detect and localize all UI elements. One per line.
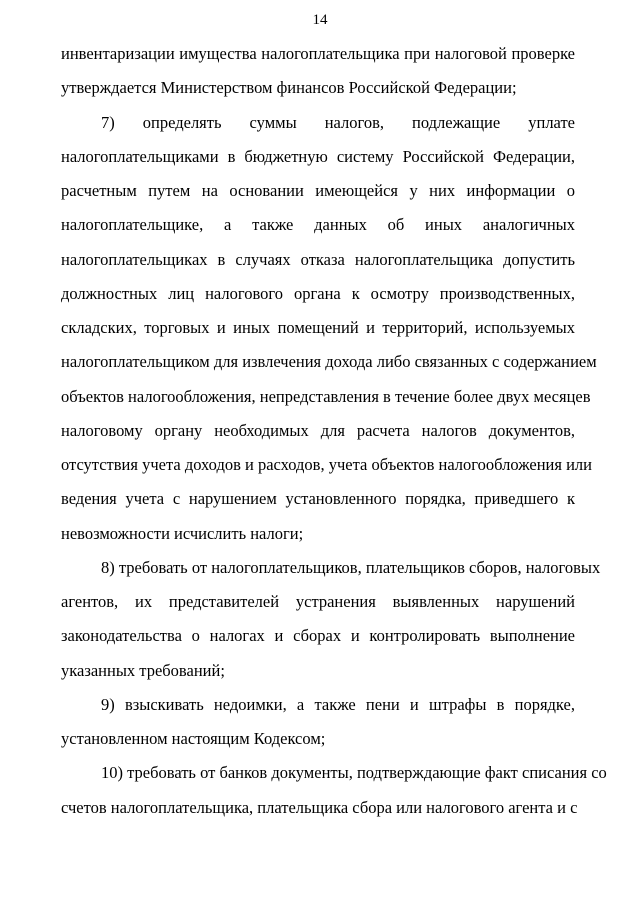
- text-line: 10) требовать от банков документы, подтверждающие факт списания со: [101, 763, 607, 783]
- text-line: инвентаризации имущества налогоплательщика при налоговой проверке: [61, 44, 575, 63]
- text-line: отсутствия учета доходов и расходов, учета объектов налогообложения или: [61, 455, 592, 474]
- text-line: налогоплательщиках в случаях отказа налогоплательщика допустить: [61, 249, 575, 269]
- page-number: 14: [312, 12, 328, 28]
- text-line: невозможности исчислить налоги;: [61, 523, 304, 543]
- text-line: 8) требовать от налогоплательщиков, плательщиков сборов, налоговых: [101, 557, 601, 577]
- document-body: [61, 37, 607, 825]
- text-line: налогоплательщиком для извлечения дохода либо связанных с содержанием: [61, 352, 597, 372]
- text-line: 7) определять суммы налогов, подлежащие уплате: [101, 112, 575, 132]
- text-line: налоговому органу необходимых для расчета налогов документов,: [61, 420, 575, 440]
- text-line: налогоплательщике, а также данных об иных аналогичных: [61, 215, 575, 235]
- text-line: утверждается Министерством финансов Российской Федерации;: [61, 78, 517, 98]
- text-line: должностных лиц налогового органа к осмотру производственных,: [61, 283, 575, 303]
- text-line: указанных требований;: [61, 660, 225, 680]
- text-line: агентов, их представителей устранения выявленных нарушений: [61, 592, 575, 611]
- text-line: объектов налогообложения, непредставления в течение более двух месяцев: [61, 386, 591, 406]
- text-line: ведения учета с нарушением установленного порядка, приведшего к: [61, 489, 575, 509]
- text-line: установленном настоящим Кодексом;: [61, 729, 326, 748]
- text-line: счетов налогоплательщика, плательщика сбора или налогового агента и с: [61, 797, 578, 817]
- text-line: налогоплательщиками в бюджетную систему Российской Федерации,: [61, 146, 575, 166]
- text-line: 9) взыскивать недоимки, а также пени и штрафы в порядке,: [101, 694, 575, 714]
- text-line: складских, торговых и иных помещений и территорий, используемых: [61, 318, 575, 337]
- text-line: расчетным путем на основании имеющейся у них информации о: [61, 181, 575, 200]
- text-line: законодательства о налогах и сборах и контролировать выполнение: [61, 626, 575, 646]
